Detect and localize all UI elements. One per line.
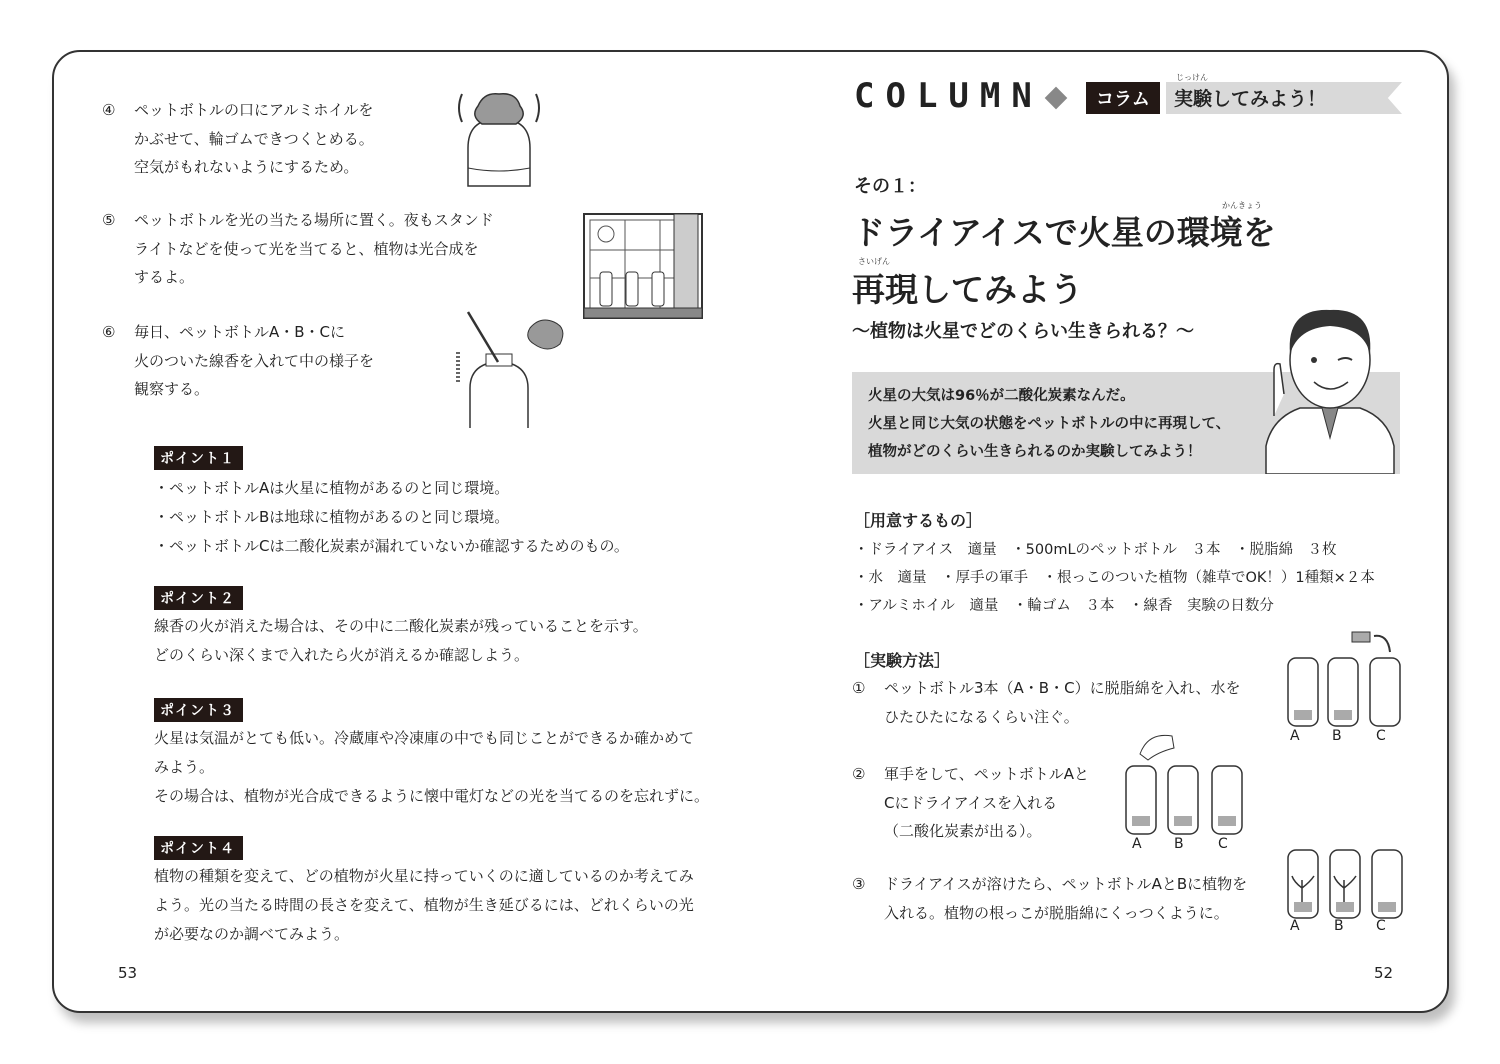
window-illustration [580, 210, 710, 322]
point-3-text [154, 724, 709, 811]
subtitle: 〜植物は火星でどのくらい生きられる？〜 [852, 321, 1194, 342]
materials-line: ・ドライアイス 適量 ・500mLのペットボトル ３本 ・脱脂綿 ３枚 [854, 542, 1337, 558]
intro-line: 火星の大気は96％が二酸化炭素なんだ。 [868, 388, 1135, 404]
step-line: 入れる。植物の根っこが脱脂綿にくっつくように。 [884, 903, 1229, 922]
right-page [852, 52, 1412, 1011]
materials-line: ・水 適量 ・厚手の軍手 ・根っこのついた植物（雑草でOK！）1種類×２本 [854, 570, 1375, 586]
title-ruby: さいげん [858, 257, 890, 266]
page-number-left: 53 [118, 964, 138, 982]
point-line: 植物の種類を変えて、どの植物が火星に持っていくのに適しているのか考えてみ [154, 867, 694, 885]
point-line: どのくらい深くまで入れたら火が消えるか確認しよう。 [154, 646, 530, 664]
bottle-foil-illustration [454, 88, 544, 188]
point-line: みよう。 [154, 758, 215, 776]
step-line: 空気がもれないようにするため。 [134, 158, 359, 176]
point-1-text [154, 474, 629, 561]
point-line: が必要なのか調べてみよう。 [154, 925, 350, 943]
point-3-label: ポイント３ [154, 698, 243, 722]
three-bottles-step2-illustration [1122, 728, 1252, 838]
step-number: ① [852, 679, 866, 697]
step-line: ライトなどを使って光を当てると、植物は光合成を [134, 239, 479, 258]
title-ruby: かんきょう [1222, 201, 1262, 210]
intro-text [868, 382, 1230, 466]
title-line-2: 再現してみよう [852, 270, 1083, 309]
bottle-label: B [1332, 728, 1342, 744]
step-number: ③ [852, 875, 866, 893]
diamond-icon [1045, 87, 1068, 110]
intro-line: 植物がどのくらい生きられるのか実験してみよう！ [868, 444, 1202, 460]
step-line: 火のついた線香を入れて中の様子を [134, 351, 375, 370]
materials-heading: ［用意するもの］ [854, 511, 983, 530]
method-heading: ［実験方法］ [854, 651, 951, 670]
column-title: 実験してみよう！ [1174, 88, 1327, 110]
intro-line: 火星と同じ大気の状態をペットボトルの中に再現して、 [868, 416, 1231, 432]
bottle-label: C [1376, 728, 1386, 744]
step-line: ペットボトルの口にアルミホイルを [134, 101, 374, 119]
step-line: 毎日、ペットボトルA・B・Cに [134, 323, 346, 341]
point-1-label: ポイント１ [154, 446, 243, 470]
point-line: ・ペットボトルBは地球に植物があるのと同じ環境。 [154, 508, 510, 526]
step-line: Cにドライアイスを入れる [884, 793, 1058, 812]
point-line: その場合は、植物が光合成できるように懐中電灯などの光を当てるのを忘れずに。 [154, 787, 710, 805]
bottle-label: C [1376, 918, 1386, 934]
bottle-label: A [1132, 836, 1142, 852]
point-line: 線香の火が消えた場合は、その中に二酸化炭素が残っていることを示す。 [154, 617, 648, 635]
title-line-1: ドライアイスで火星の環境を [852, 213, 1276, 252]
step-number: ④ [102, 101, 116, 119]
bottle-label: B [1334, 918, 1344, 934]
bottle-label: A [1290, 728, 1300, 744]
bottle-label: A [1290, 918, 1300, 934]
point-4-label: ポイント４ [154, 836, 243, 860]
step-line: ひたひたになるくらい注ぐ。 [884, 707, 1079, 726]
point-2-label: ポイント２ [154, 586, 243, 610]
bottle-label: C [1218, 836, 1228, 852]
column-tag: コラム [1086, 82, 1160, 114]
point-line: よう。光の当たる時間の長さを変えて、植物が生き延びるには、どれくらいの光 [154, 896, 694, 914]
step-number: ⑥ [102, 323, 116, 341]
step-line: 観察する。 [134, 380, 210, 398]
incense-bottle-illustration [456, 308, 576, 430]
point-4-text [154, 862, 694, 949]
step-line: かぶせて、輪ゴムできつくとめる。 [134, 129, 374, 148]
step-line: （二酸化炭素が出る）。 [884, 822, 1042, 840]
step-line: ドライアイスが溶けたら、ペットボトルAとBに植物を [884, 875, 1248, 893]
left-page [102, 52, 710, 1011]
point-line: 火星は気温がとても低い。冷蔵庫や冷凍庫の中でも同じことができるか確かめて [154, 729, 695, 747]
bottle-label: B [1174, 836, 1184, 852]
materials-line: ・アルミホイル 適量 ・輪ゴム ３本 ・線香 実験の日数分 [854, 598, 1274, 614]
three-bottles-step1-illustration [1282, 628, 1412, 728]
scientist-illustration [1256, 298, 1402, 474]
three-bottles-step3-illustration [1282, 846, 1412, 922]
step-line: 軍手をして、ペットボトルAと [884, 765, 1089, 783]
column-title-ruby: じっけん [1176, 73, 1208, 82]
step-number: ⑤ [102, 211, 116, 229]
book-spread [52, 50, 1449, 1013]
point-line: ・ペットボトルCは二酸化炭素が漏れていないか確認するためのもの。 [154, 537, 629, 555]
page-number-right: 52 [1374, 964, 1394, 982]
step-line: ペットボトル3本（A・B・C）に脱脂綿を入れ、水を [884, 679, 1241, 697]
step-line: ペットボトルを光の当たる場所に置く。夜もスタンド [134, 211, 494, 229]
column-header [852, 73, 1412, 116]
section-number: その１： [854, 176, 926, 197]
column-word: COLUMN [854, 76, 1043, 116]
point-line: ・ペットボトルAは火星に植物があるのと同じ環境。 [154, 479, 510, 497]
point-2-text [154, 612, 648, 670]
step-line: するよ。 [134, 268, 195, 286]
step-number: ② [852, 765, 866, 783]
